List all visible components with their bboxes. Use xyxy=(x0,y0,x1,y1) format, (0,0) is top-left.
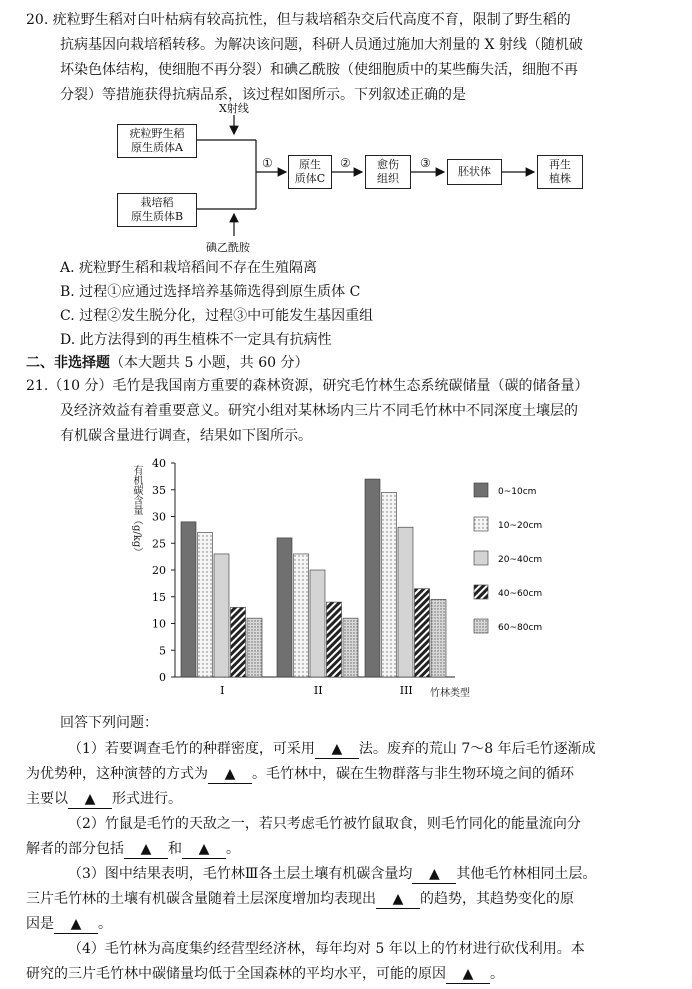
question-text: 。 xyxy=(490,966,504,982)
bar-10~20cm xyxy=(382,492,397,677)
q21-line-2: 及经济效益有着重要意义。研究小组对某林场内三片不同毛竹林中不同深度土壤层的 xyxy=(60,403,578,419)
chart-svg xyxy=(110,455,580,695)
embryoid-box: 胚状体 xyxy=(447,159,502,185)
legend-label: 60~80cm xyxy=(498,623,543,633)
legend-swatch xyxy=(474,517,488,531)
bar-20~40cm xyxy=(214,554,229,677)
y-tick-label: 10 xyxy=(152,617,166,631)
y-axis-label: 有机碳含量（g/kg） xyxy=(131,465,142,558)
q20-line-2: 抗病基因向栽培稻转移。为解决该问题，科研人员通过施加大剂量的 X 射线（随机破 xyxy=(60,37,583,53)
legend-swatch xyxy=(474,619,488,633)
section-title: 二、非选择题 xyxy=(26,355,110,371)
bar-0~10cm xyxy=(181,522,196,677)
legend-label: 10~20cm xyxy=(498,521,543,531)
protoplast-a-box: 疣粒野生稻 原生质体A xyxy=(117,124,197,158)
x-tick-label: III xyxy=(399,684,413,695)
bar-60~80cm xyxy=(247,618,262,677)
answer-blank[interactable]: ▲ xyxy=(68,790,112,809)
answer-blank[interactable]: ▲ xyxy=(182,840,226,859)
step-2-label: ② xyxy=(340,156,351,170)
x-axis-label: 竹林类型 xyxy=(430,688,470,699)
legend-label: 40~60cm xyxy=(498,589,543,599)
question-text: （2）竹鼠是毛竹的天敌之一，若只考虑毛竹被竹鼠取食，则毛竹同化的能量流向分 xyxy=(68,816,581,832)
question-text: 法。废弃的荒山 7～8 年后毛竹逐渐成 xyxy=(358,741,596,757)
bar-20~40cm xyxy=(310,570,325,677)
q21-question-line xyxy=(68,815,581,833)
bar-40~60cm xyxy=(231,607,246,677)
question-text: 其他毛竹林相同土层。 xyxy=(456,866,597,882)
y-tick-label: 25 xyxy=(152,537,166,551)
question-text: （1）若要调查毛竹的种群密度，可采用 xyxy=(68,741,315,757)
legend-swatch xyxy=(474,585,488,599)
question-text: （3）图中结果表明，毛竹林Ⅲ各土层土壤有机碳含量均 xyxy=(68,866,413,882)
answer-blank[interactable]: ▲ xyxy=(54,915,98,934)
bar-20~40cm xyxy=(398,527,413,677)
q20-line-1: 20. 疣粒野生稻对白叶枯病有较高抗性，但与栽培稻杂交后代高度不育，限制了野生稻的 xyxy=(26,12,571,28)
answer-prompt: 回答下列问题： xyxy=(60,715,158,731)
bar-40~60cm xyxy=(415,589,430,677)
question-text: 。 xyxy=(98,916,112,932)
q20-option-a: A. 疣粒野生稻和栽培稻间不存在生殖隔离 xyxy=(60,260,318,276)
regenerated-plant-box: 再生 植株 xyxy=(537,155,583,189)
xray-label: X射线 xyxy=(219,102,249,115)
question-text: 为优势种，这种演替的方式为 xyxy=(26,766,208,782)
legend-label: 0~10cm xyxy=(498,487,537,497)
answer-blank[interactable]: ▲ xyxy=(446,965,490,984)
step-1-label: ① xyxy=(262,156,273,170)
y-tick-label: 40 xyxy=(152,457,166,470)
q21-line-1: 21.（10 分）毛竹是我国南方重要的森林资源，研究毛竹林生态系统碳储量（碳的储备量） xyxy=(26,378,589,394)
y-tick-label: 5 xyxy=(159,644,166,658)
question-text: 形式进行。 xyxy=(112,791,182,807)
answer-blank[interactable]: ▲ xyxy=(315,740,359,759)
callus-box: 愈伤 组织 xyxy=(365,155,411,189)
bar-10~20cm xyxy=(294,554,309,677)
question-text: 三片毛竹林的土壤有机碳含量随着土层深度增加均表现出 xyxy=(26,891,376,907)
flow-diagram xyxy=(0,0,692,260)
answer-blank[interactable]: ▲ xyxy=(412,865,456,884)
section-heading xyxy=(26,354,309,372)
y-tick-label: 35 xyxy=(152,483,166,497)
question-text: 主要以 xyxy=(26,791,68,807)
bar-chart xyxy=(110,455,580,699)
legend-swatch xyxy=(474,551,488,565)
question-text: （4）毛竹林为高度集约经营型经济林，每年均对 5 年以上的竹材进行砍伐利用。本 xyxy=(68,941,585,957)
question-text: 。毛竹林中，碳在生物群落与非生物环境之间的循环 xyxy=(252,766,574,782)
question-text: 解者的部分包括 xyxy=(26,841,124,857)
diagram-connectors xyxy=(0,0,692,260)
step-3-label: ③ xyxy=(420,156,431,170)
bar-60~80cm xyxy=(343,618,358,677)
q20-line-4: 分裂）等措施获得抗病品系，该过程如图所示。下列叙述正确的是 xyxy=(60,87,466,103)
protoplast-c-box: 原生 质体C xyxy=(288,155,332,189)
q21-question-line xyxy=(26,890,574,909)
q20-option-b: B. 过程①应通过选择培养基筛选得到原生质体 C xyxy=(60,284,361,300)
q21-question-line xyxy=(26,765,574,784)
legend-swatch xyxy=(474,483,488,497)
y-tick-label: 20 xyxy=(152,564,166,577)
q21-question-line xyxy=(26,965,504,984)
y-tick-label: 30 xyxy=(152,510,166,524)
x-tick-label: I xyxy=(220,684,225,695)
bar-60~80cm xyxy=(431,599,446,677)
bar-0~10cm xyxy=(277,538,292,677)
question-text: 。 xyxy=(226,841,240,857)
q21-question-line xyxy=(26,790,182,809)
question-text: 和 xyxy=(168,841,182,857)
question-text: 的趋势，其趋势变化的原 xyxy=(420,891,574,907)
bar-0~10cm xyxy=(365,479,380,677)
q21-question-line xyxy=(68,865,596,884)
y-tick-label: 15 xyxy=(152,590,166,604)
answer-blank[interactable]: ▲ xyxy=(376,890,420,909)
q21-question-line xyxy=(68,740,596,759)
iodoacetamide-label: 碘乙酰胺 xyxy=(206,241,250,254)
q20-option-c: C. 过程②发生脱分化，过程③中可能发生基因重组 xyxy=(60,308,374,324)
q21-question-line xyxy=(26,840,240,859)
legend-label: 20~40cm xyxy=(498,555,543,565)
x-tick-label: II xyxy=(313,684,323,695)
q21-line-3: 有机碳含量进行调查，结果如下图所示。 xyxy=(60,428,312,444)
y-tick-label: 0 xyxy=(159,671,166,684)
protoplast-b-box: 栽培稻 原生质体B xyxy=(117,193,197,227)
q21-question-line xyxy=(26,915,112,934)
bar-10~20cm xyxy=(198,533,213,677)
question-text: 研究的三片毛竹林中碳储量均低于全国森林的平均水平，可能的原因 xyxy=(26,966,446,982)
answer-blank[interactable]: ▲ xyxy=(208,765,252,784)
answer-blank[interactable]: ▲ xyxy=(124,840,168,859)
section-note: （本大题共 5 小题，共 60 分） xyxy=(110,355,309,371)
q20-line-3: 坏染色体结构，使细胞不再分裂）和碘乙酰胺（使细胞质中的某些酶失活，细胞不再 xyxy=(60,62,578,78)
question-text: 因是 xyxy=(26,916,54,932)
bar-40~60cm xyxy=(327,602,342,677)
q20-option-d: D. 此方法得到的再生植株不一定具有抗病性 xyxy=(60,332,332,348)
q21-question-line xyxy=(68,940,585,958)
